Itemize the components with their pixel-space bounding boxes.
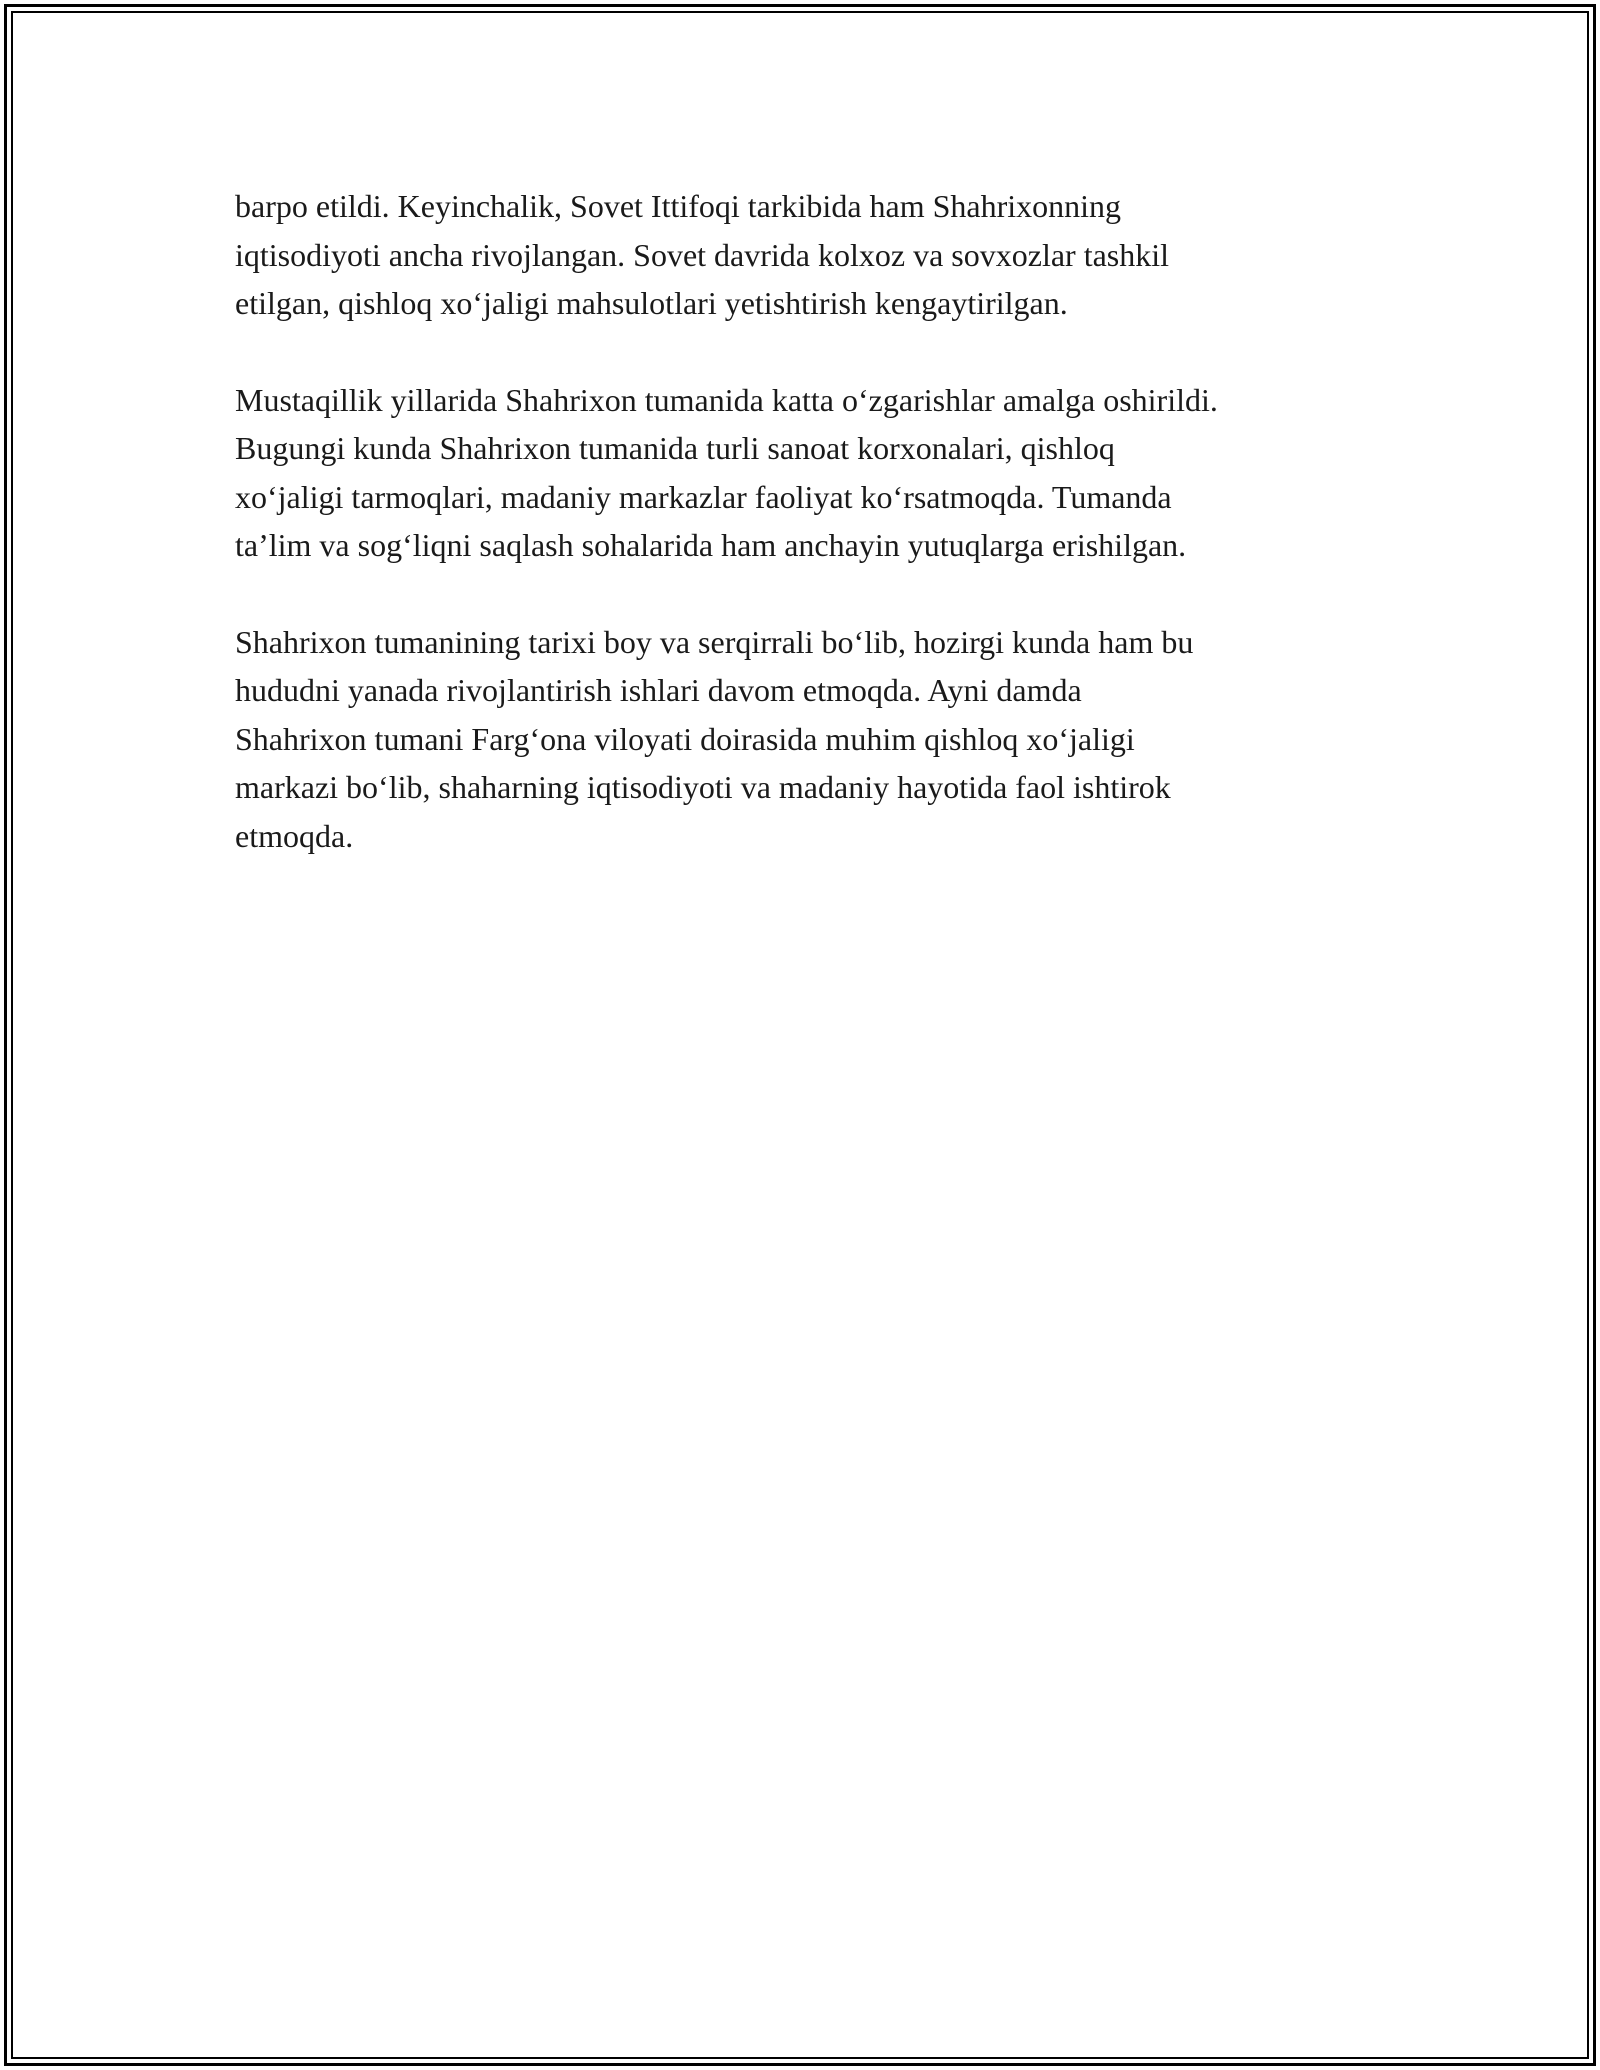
paragraph-3 — [235, 618, 1395, 861]
document-body — [235, 182, 1395, 908]
text-line: etmoqda. — [235, 817, 354, 854]
text-line: Shahrixon tumanining tarixi boy va serqirrali bo‘lib, hozirgi kunda ham bu — [235, 623, 1194, 660]
text-line: barpo etildi. Keyinchalik, Sovet Ittifoqi tarkibida ham Shahrixonning — [235, 188, 1122, 224]
text-line: Bugungi kunda Shahrixon tumanida turli sanoat korxonalari, qishloq — [235, 430, 1115, 466]
text-line: etilgan, qishloq xo‘jaligi mahsulotlari yetishtirish kengaytirilgan. — [235, 285, 1068, 321]
paragraph-1 — [235, 182, 1395, 328]
paragraph-2 — [235, 376, 1395, 570]
text-line: xo‘jaligi tarmoqlari, madaniy markazlar faoliyat ko‘rsatmoqda. Tumanda — [235, 478, 1172, 515]
text-line: ta’lim va sog‘liqni saqlash sohalarida ham anchayin yutuqlarga erishilgan. — [235, 527, 1187, 563]
text-line: Shahrixon tumani Farg‘ona viloyati doirasida muhim qishloq xo‘jaligi — [235, 720, 1135, 757]
text-line: markazi bo‘lib, shaharning iqtisodiyoti va madaniy hayotida faol ishtirok — [235, 769, 1171, 805]
text-line: iqtisodiyoti ancha rivojlangan. Sovet davrida kolxoz va sovxozlar tashkil — [235, 236, 1170, 273]
text-line: Mustaqillik yillarida Shahrixon tumanida katta o‘zgarishlar amalga oshirildi. — [235, 381, 1218, 418]
text-line: hududni yanada rivojlantirish ishlari davom etmoqda. Ayni damda — [235, 672, 1082, 708]
